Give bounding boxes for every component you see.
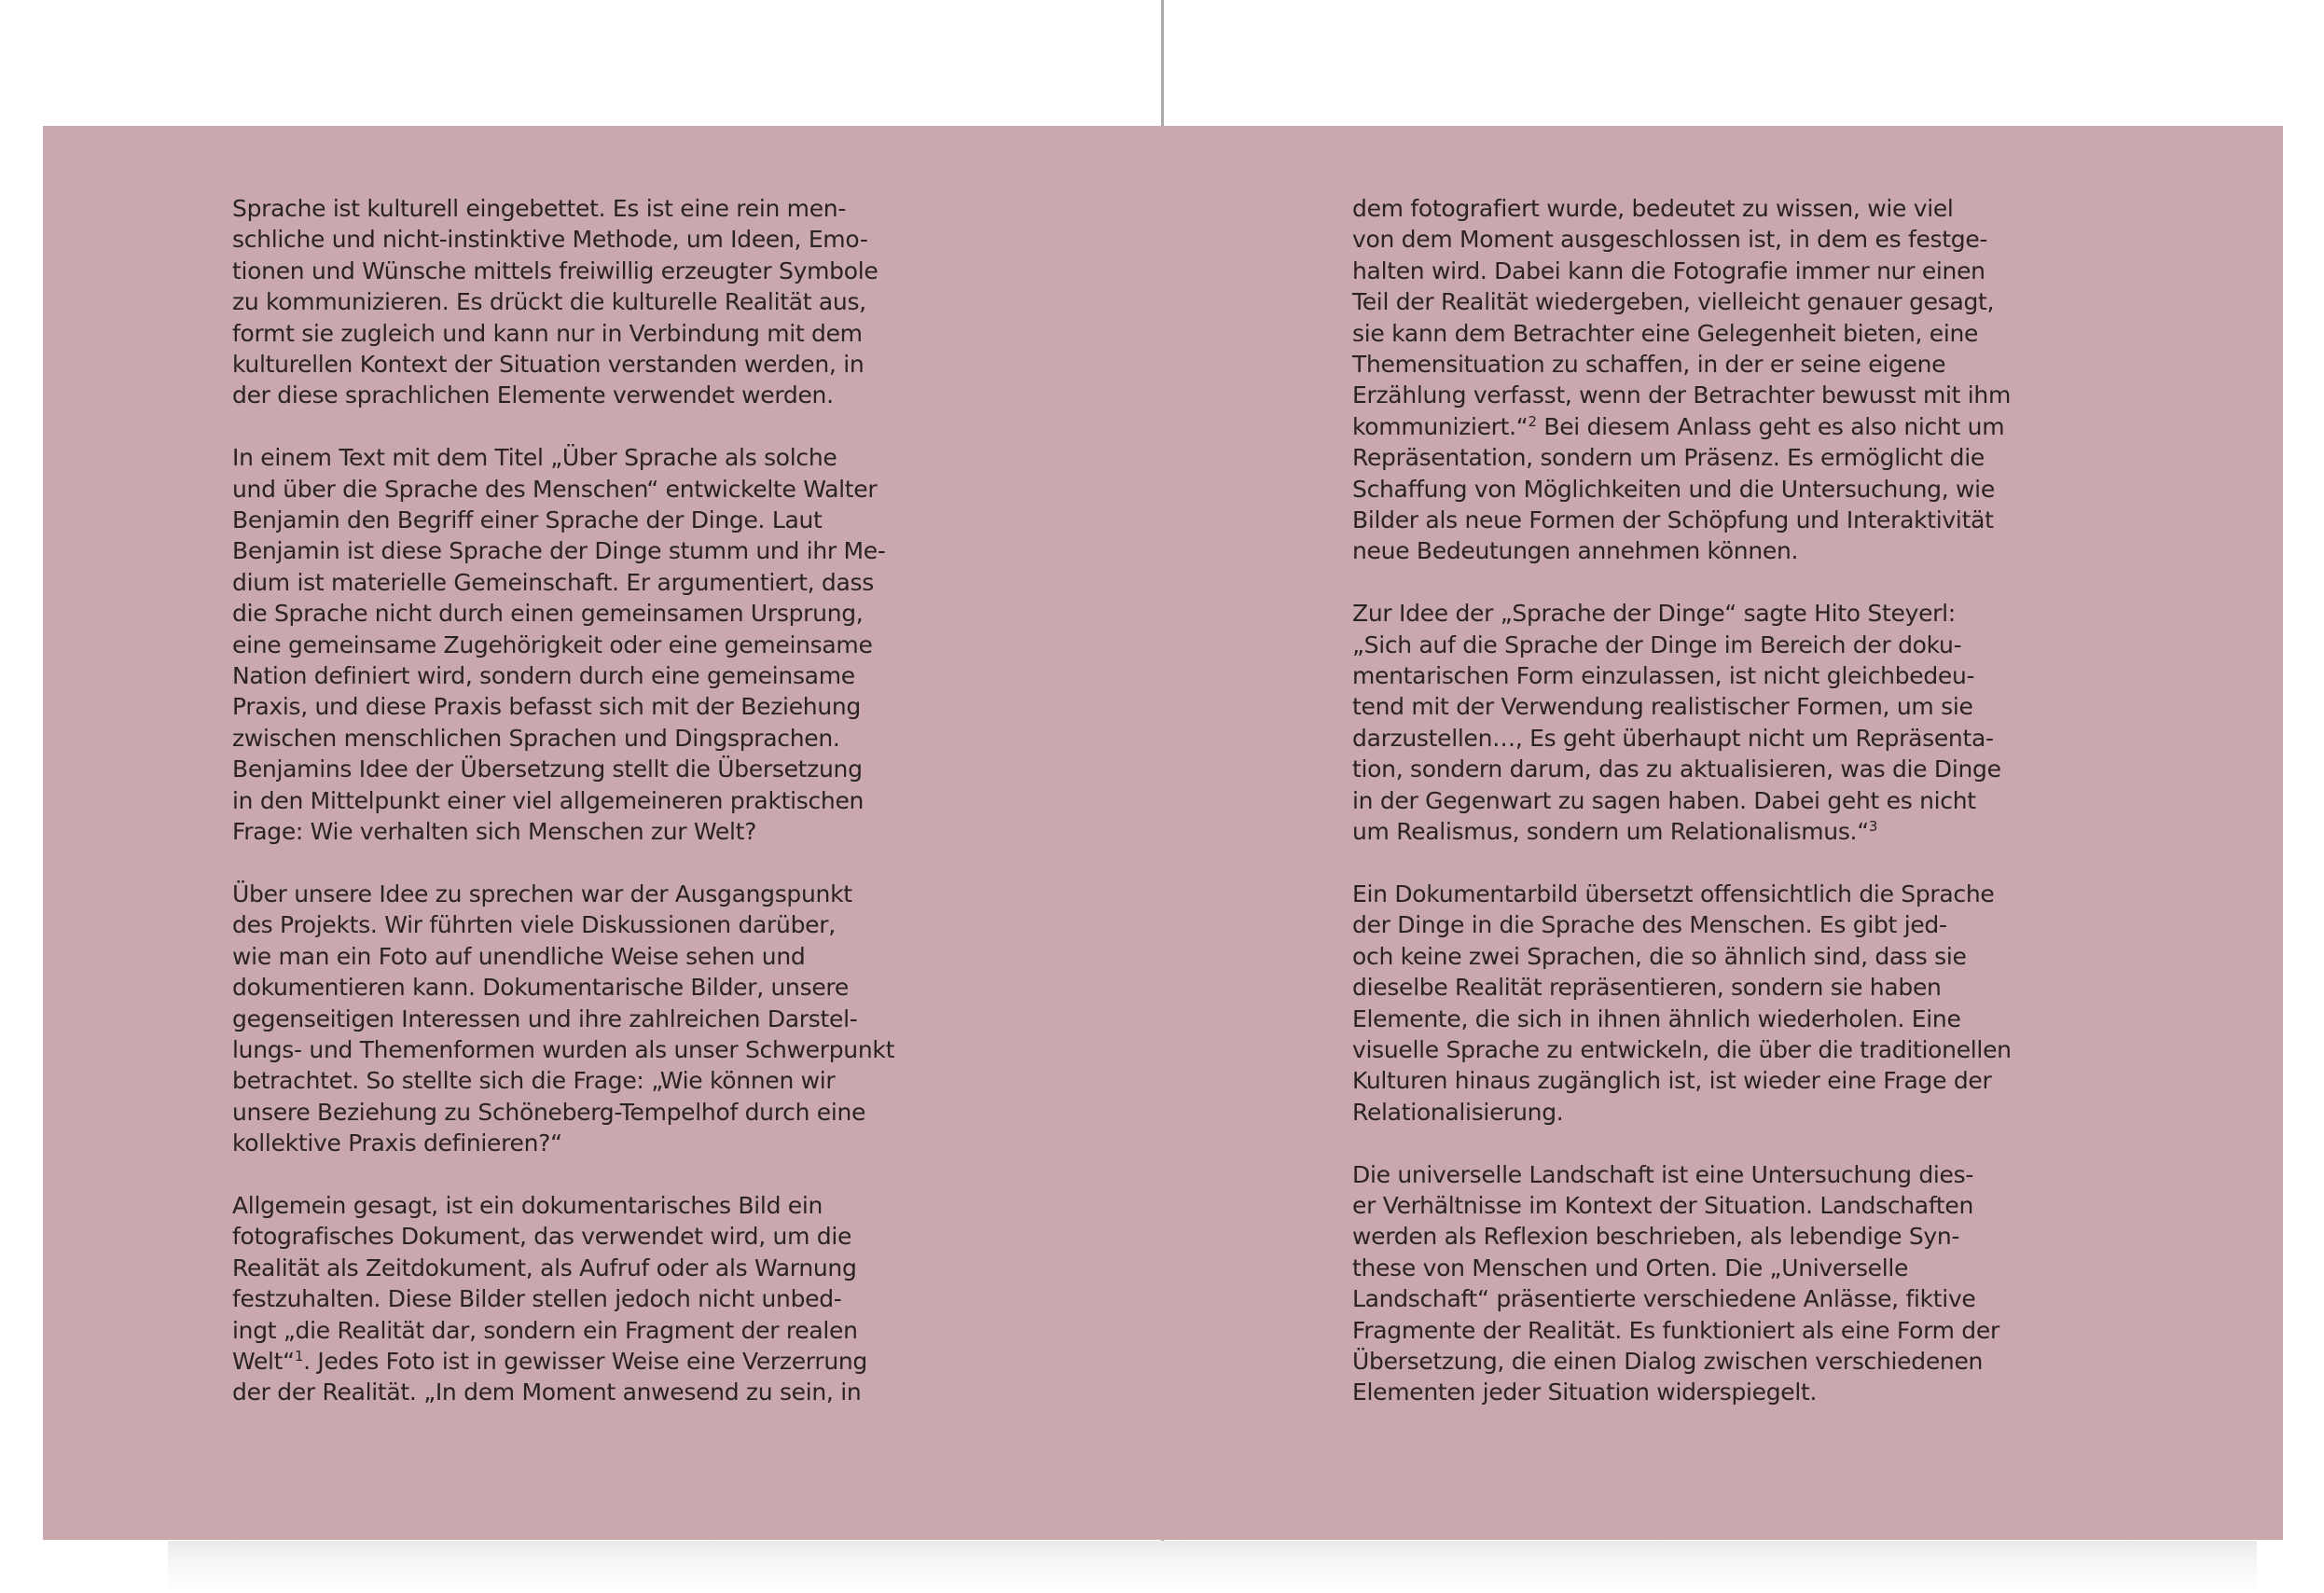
text-line: [232, 660, 922, 691]
line-text: Bilder als neue Formen der Schöpfung und Interaktivität: [1352, 506, 1994, 534]
text-line: [1352, 941, 2042, 972]
line-text: these von Menschen und Orten. Die „Universelle: [1352, 1254, 1909, 1281]
text-line: [1352, 1315, 2042, 1346]
text-line: [1352, 909, 2042, 940]
text-line: [232, 1253, 922, 1283]
text-line: [1352, 691, 2042, 722]
paragraph: [232, 193, 922, 411]
text-line: [1352, 1190, 2042, 1221]
text-line: [232, 535, 922, 566]
text-line: [232, 286, 922, 317]
line-text: Themensituation zu schaffen, in der er seine eigene: [1352, 351, 1946, 379]
text-line: [232, 349, 922, 380]
text-line: [232, 474, 922, 505]
line-text: Frage: Wie verhalten sich Menschen zur Welt?: [232, 818, 757, 846]
text-line: [1352, 1034, 2042, 1065]
text-line: [232, 318, 922, 349]
text-line: [1352, 193, 2042, 224]
line-text-continued: . Jedes Foto ist in gewisser Weise eine Verzerrung: [303, 1347, 867, 1375]
text-line: [1352, 723, 2042, 754]
line-text: Elemente, die sich in ihnen ähnlich wiederholen. Eine: [1352, 1004, 1961, 1032]
text-line: [232, 816, 922, 847]
text-line: [1352, 1065, 2042, 1096]
text-line: [232, 380, 922, 410]
text-line: [232, 630, 922, 660]
text-line: [232, 256, 922, 286]
line-text: tend mit der Verwendung realistischer Formen, um sie: [1352, 693, 1973, 721]
text-line: [232, 1128, 922, 1158]
line-text: er Verhältnisse im Kontext der Situation. Landschaften: [1352, 1191, 1974, 1219]
line-text: halten wird. Dabei kann die Fotografie immer nur einen: [1352, 256, 1985, 284]
line-text: Allgemein gesagt, ist ein dokumentarisches Bild ein: [232, 1191, 823, 1219]
text-line: [232, 1315, 922, 1346]
line-text: mentarischen Form einzulassen, ist nicht gleichbedeu-: [1352, 662, 1975, 690]
line-text: dem fotografiert wurde, bedeutet zu wissen, wie viel: [1352, 195, 1954, 222]
text-line: [1352, 660, 2042, 691]
line-text: Benjamins Idee der Übersetzung stellt die Übersetzung: [232, 755, 863, 783]
text-line: [1352, 754, 2042, 784]
text-line: [232, 909, 922, 940]
text-line: [232, 691, 922, 722]
paragraph: [232, 1190, 922, 1408]
line-text: Relationalisierung.: [1352, 1098, 1564, 1126]
footnote-marker: 3: [1868, 818, 1878, 836]
line-text: och keine zwei Sprachen, die so ähnlich sind, dass sie: [1352, 942, 1967, 970]
text-line: [1352, 972, 2042, 1003]
text-line: [1352, 442, 2042, 473]
line-text: fotografisches Dokument, das verwendet wird, um die: [232, 1223, 852, 1251]
line-text: neue Bedeutungen annehmen können.: [1352, 537, 1799, 565]
line-text: gegenseitigen Interessen und ihre zahlreichen Darstel-: [232, 1004, 858, 1032]
line-text: Nation definiert wird, sondern durch eine gemeinsame: [232, 662, 855, 690]
line-text-continued: Bei diesem Anlass geht es also nicht um: [1536, 412, 2005, 440]
line-text: Über unsere Idee zu sprechen war der Ausgangspunkt: [232, 880, 852, 907]
line-text: Ein Dokumentarbild übersetzt offensichtlich die Sprache: [1352, 880, 1995, 907]
line-text: werden als Reflexion beschrieben, als lebendige Syn-: [1352, 1223, 1960, 1251]
line-text: Landschaft“ präsentierte verschiedene Anlässe, fiktive: [1352, 1285, 1976, 1313]
line-text: schliche und nicht-instinktive Methode, um Ideen, Emo-: [232, 226, 868, 254]
line-text: der Dinge in die Sprache des Menschen. Es gibt jed-: [1352, 911, 1947, 939]
line-text: Repräsentation, sondern um Präsenz. Es ermöglicht die: [1352, 444, 1985, 472]
line-text: kollektive Praxis definieren?“: [232, 1129, 562, 1157]
paragraph: [1352, 598, 2042, 847]
line-text: und über die Sprache des Menschen“ entwickelte Walter: [232, 475, 878, 503]
text-line: [1352, 1097, 2042, 1128]
text-line: [232, 879, 922, 909]
line-text: Sprache ist kulturell eingebettet. Es ist eine rein men-: [232, 195, 847, 222]
line-text: darzustellen…, Es geht überhaupt nicht um Repräsenta-: [1352, 724, 1994, 752]
text-line: [232, 723, 922, 754]
line-text: der der Realität. „In dem Moment anwesend zu sein, in: [232, 1378, 862, 1406]
text-line: [232, 1221, 922, 1252]
text-line: [1352, 630, 2042, 660]
text-line: [232, 1283, 922, 1314]
line-text: Die universelle Landschaft ist eine Untersuchung dies-: [1352, 1160, 1974, 1188]
line-text: des Projekts. Wir führten viele Diskussionen darüber,: [232, 911, 836, 939]
line-text: Benjamin den Begriff einer Sprache der Dinge. Laut: [232, 506, 823, 534]
paragraph: [1352, 879, 2042, 1128]
left-page-text: [232, 193, 922, 1439]
text-line: [232, 972, 922, 1003]
line-text: Zur Idee der „Sprache der Dinge“ sagte Hito Steyerl:: [1352, 600, 1956, 628]
text-line: [232, 941, 922, 972]
text-line: [232, 598, 922, 629]
line-text: festzuhalten. Diese Bilder stellen jedoch nicht unbed-: [232, 1285, 842, 1313]
text-line: [1352, 380, 2042, 410]
line-text: formt sie zugleich und kann nur in Verbindung mit dem: [232, 319, 863, 347]
line-text: kommuniziert.“: [1352, 412, 1529, 440]
text-line: [232, 1034, 922, 1065]
line-text: In einem Text mit dem Titel „Über Sprache als solche: [232, 444, 837, 472]
line-text: Praxis, und diese Praxis befasst sich mit der Beziehung: [232, 693, 861, 721]
text-line: [232, 224, 922, 255]
line-text: wie man ein Foto auf unendliche Weise sehen und: [232, 942, 806, 970]
line-text: Fragmente der Realität. Es funktioniert als eine Form der: [1352, 1316, 1999, 1344]
paragraph: [232, 442, 922, 847]
text-line: [232, 754, 922, 784]
line-text: die Sprache nicht durch einen gemeinsamen Ursprung,: [232, 600, 864, 628]
line-text: visuelle Sprache zu entwickeln, die über die traditionellen: [1352, 1035, 2012, 1063]
text-line: [1352, 286, 2042, 317]
text-line: [1352, 785, 2042, 816]
text-line: [1352, 1346, 2042, 1377]
text-line: [232, 1097, 922, 1128]
line-text: von dem Moment ausgeschlossen ist, in dem es festge-: [1352, 226, 1988, 254]
paragraph: [1352, 1159, 2042, 1408]
text-line: [232, 442, 922, 473]
paragraph: [232, 879, 922, 1159]
text-line: [1352, 1253, 2042, 1283]
line-text: Schaffung von Möglichkeiten und die Untersuchung, wie: [1352, 475, 1995, 503]
text-line: [232, 1004, 922, 1034]
text-line: [232, 505, 922, 535]
text-line: [1352, 505, 2042, 535]
text-line: [232, 1377, 922, 1407]
text-line: [232, 1065, 922, 1096]
line-text: der diese sprachlichen Elemente verwendet werden.: [232, 381, 834, 409]
line-text: zwischen menschlichen Sprachen und Dingsprachen.: [232, 724, 840, 752]
line-text: unsere Beziehung zu Schöneberg-Tempelhof durch eine: [232, 1098, 866, 1126]
line-text: sie kann dem Betrachter eine Gelegenheit bieten, eine: [1352, 319, 1979, 347]
text-line: [1352, 224, 2042, 255]
line-text: „Sich auf die Sprache der Dinge im Bereich der doku-: [1352, 630, 1962, 658]
text-line: [1352, 1159, 2042, 1190]
text-line: [1352, 1004, 2042, 1034]
right-page-text: [1352, 193, 2042, 1439]
text-line: [232, 567, 922, 598]
text-line: [1352, 1283, 2042, 1314]
line-text: Teil der Realität wiedergeben, vielleicht genauer gesagt,: [1352, 288, 1995, 316]
text-line: [1352, 318, 2042, 349]
text-line: [1352, 411, 2042, 442]
line-text: betrachtet. So stellte sich die Frage: „Wie können wir: [232, 1067, 836, 1095]
line-text: dieselbe Realität repräsentieren, sondern sie haben: [1352, 974, 1942, 1002]
line-text: dokumentieren kann. Dokumentarische Bilder, unsere: [232, 974, 849, 1002]
line-text: in der Gegenwart zu sagen haben. Dabei geht es nicht: [1352, 786, 1976, 814]
text-line: [1352, 349, 2042, 380]
line-text: Kulturen hinaus zugänglich ist, ist wieder eine Frage der: [1352, 1067, 1992, 1095]
text-line: [232, 785, 922, 816]
text-line: [1352, 535, 2042, 566]
text-line: [1352, 816, 2042, 847]
text-line: [1352, 1221, 2042, 1252]
paragraph: [1352, 193, 2042, 567]
footnote-marker: 1: [294, 1347, 304, 1364]
line-text: kulturellen Kontext der Situation verstanden werden, in: [232, 351, 865, 379]
line-text: lungs- und Themenformen wurden als unser Schwerpunkt: [232, 1035, 895, 1063]
text-line: [1352, 598, 2042, 629]
line-text: zu kommunizieren. Es drückt die kulturelle Realität aus,: [232, 288, 866, 316]
text-line: [1352, 1377, 2042, 1407]
line-text: ingt „die Realität dar, sondern ein Fragment der realen: [232, 1316, 858, 1344]
text-line: [1352, 474, 2042, 505]
line-text: Elementen jeder Situation widerspiegelt.: [1352, 1378, 1818, 1406]
text-line: [232, 193, 922, 224]
line-text: tionen und Wünsche mittels freiwillig erzeugter Symbole: [232, 256, 878, 284]
line-text: Benjamin ist diese Sprache der Dinge stumm und ihr Me-: [232, 537, 886, 565]
line-text: tion, sondern darum, das zu aktualisieren, was die Dinge: [1352, 755, 2001, 783]
line-text: Welt“: [232, 1347, 295, 1375]
line-text: um Realismus, sondern um Relationalismus.“: [1352, 818, 1869, 846]
page-shadow: [168, 1541, 2257, 1593]
text-line: [232, 1346, 922, 1377]
line-text: dium ist materielle Gemeinschaft. Er argumentiert, dass: [232, 568, 874, 596]
text-line: [232, 1190, 922, 1221]
text-line: [1352, 256, 2042, 286]
line-text: Übersetzung, die einen Dialog zwischen verschiedenen: [1352, 1347, 1984, 1375]
line-text: eine gemeinsame Zugehörigkeit oder eine gemeinsame: [232, 630, 873, 658]
line-text: in den Mittelpunkt einer viel allgemeineren praktischen: [232, 786, 865, 814]
text-line: [1352, 879, 2042, 909]
line-text: Erzählung verfasst, wenn der Betrachter bewusst mit ihm: [1352, 381, 2012, 409]
line-text: Realität als Zeitdokument, als Aufruf oder als Warnung: [232, 1254, 857, 1281]
footnote-marker: 2: [1528, 412, 1537, 430]
